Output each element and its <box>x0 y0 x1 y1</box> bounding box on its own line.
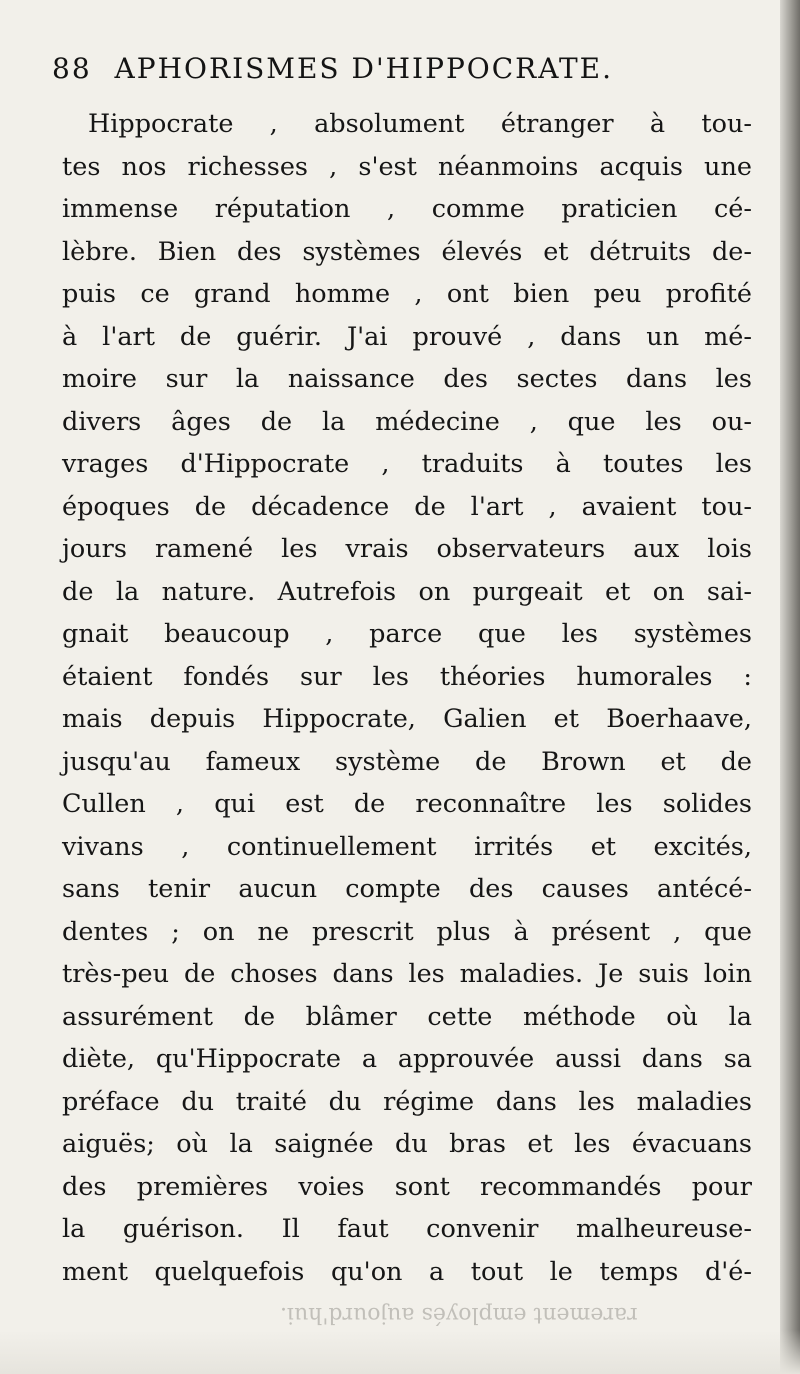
text-line: préface du traité du régime dans les maladies <box>62 1086 752 1117</box>
text-line: lèbre. Bien des systèmes élevés et détruits de- <box>62 236 752 267</box>
text-line: Cullen , qui est de reconnaître les solides <box>62 789 752 819</box>
text-line: assurément de blâmer cette méthode où la <box>62 1001 752 1032</box>
body-text <box>62 103 752 1293</box>
text-line: vrages d'Hippocrate , traduits à toutes les <box>62 449 752 479</box>
text-line: gnait beaucoup , parce que les systèmes <box>62 619 752 649</box>
text-line: jusqu'au fameux système de Brown et de <box>62 746 752 777</box>
page-bottom-shade <box>0 1330 800 1374</box>
text-line: aiguës; où la saignée du bras et les évacuans <box>62 1129 752 1159</box>
text-line: ment quelquefois qu'on a tout le temps d'é- <box>62 1256 752 1287</box>
text-line: diète, qu'Hippocrate a approuvée aussi dans sa <box>62 1044 752 1074</box>
text-line: époques de décadence de l'art , avaient tou- <box>62 491 752 522</box>
text-line: sans tenir aucun compte des causes antécé- <box>62 874 752 904</box>
text-line: vivans , continuellement irrités et excités, <box>62 831 752 862</box>
text-line: Hippocrate , absolument étranger à tou- <box>88 109 752 139</box>
text-line: moire sur la naissance des sectes dans les <box>62 364 752 394</box>
running-title: APHORISMES D'HIPPOCRATE. <box>114 52 613 85</box>
text-line: jours ramené les vrais observateurs aux lois <box>62 534 752 564</box>
page-gutter-shadow <box>780 0 800 1374</box>
text-line: très-peu de choses dans les maladies. Je suis loin <box>62 959 752 989</box>
text-line: divers âges de la médecine , que les ou- <box>62 406 752 437</box>
page-number: 88 <box>52 52 92 85</box>
text-line: mais depuis Hippocrate, Galien et Boerhaave, <box>62 704 752 734</box>
bleed-through-text: rarement employés aujourd'hui. <box>280 1302 638 1327</box>
text-line: la guérison. Il faut convenir malheureuse- <box>62 1214 752 1244</box>
text-line: étaient fondés sur les théories humorales : <box>62 661 752 692</box>
text-line: de la nature. Autrefois on purgeait et on sai- <box>62 576 752 607</box>
page-header <box>52 52 752 96</box>
text-line: immense réputation , comme praticien cé- <box>62 194 752 224</box>
text-line: tes nos richesses , s'est néanmoins acquis une <box>62 151 752 182</box>
text-line: des premières voies sont recommandés pour <box>62 1171 752 1202</box>
text-line: puis ce grand homme , ont bien peu profité <box>62 279 752 309</box>
text-line: à l'art de guérir. J'ai prouvé , dans un mé- <box>62 321 752 352</box>
text-line: dentes ; on ne prescrit plus à présent , que <box>62 916 752 947</box>
